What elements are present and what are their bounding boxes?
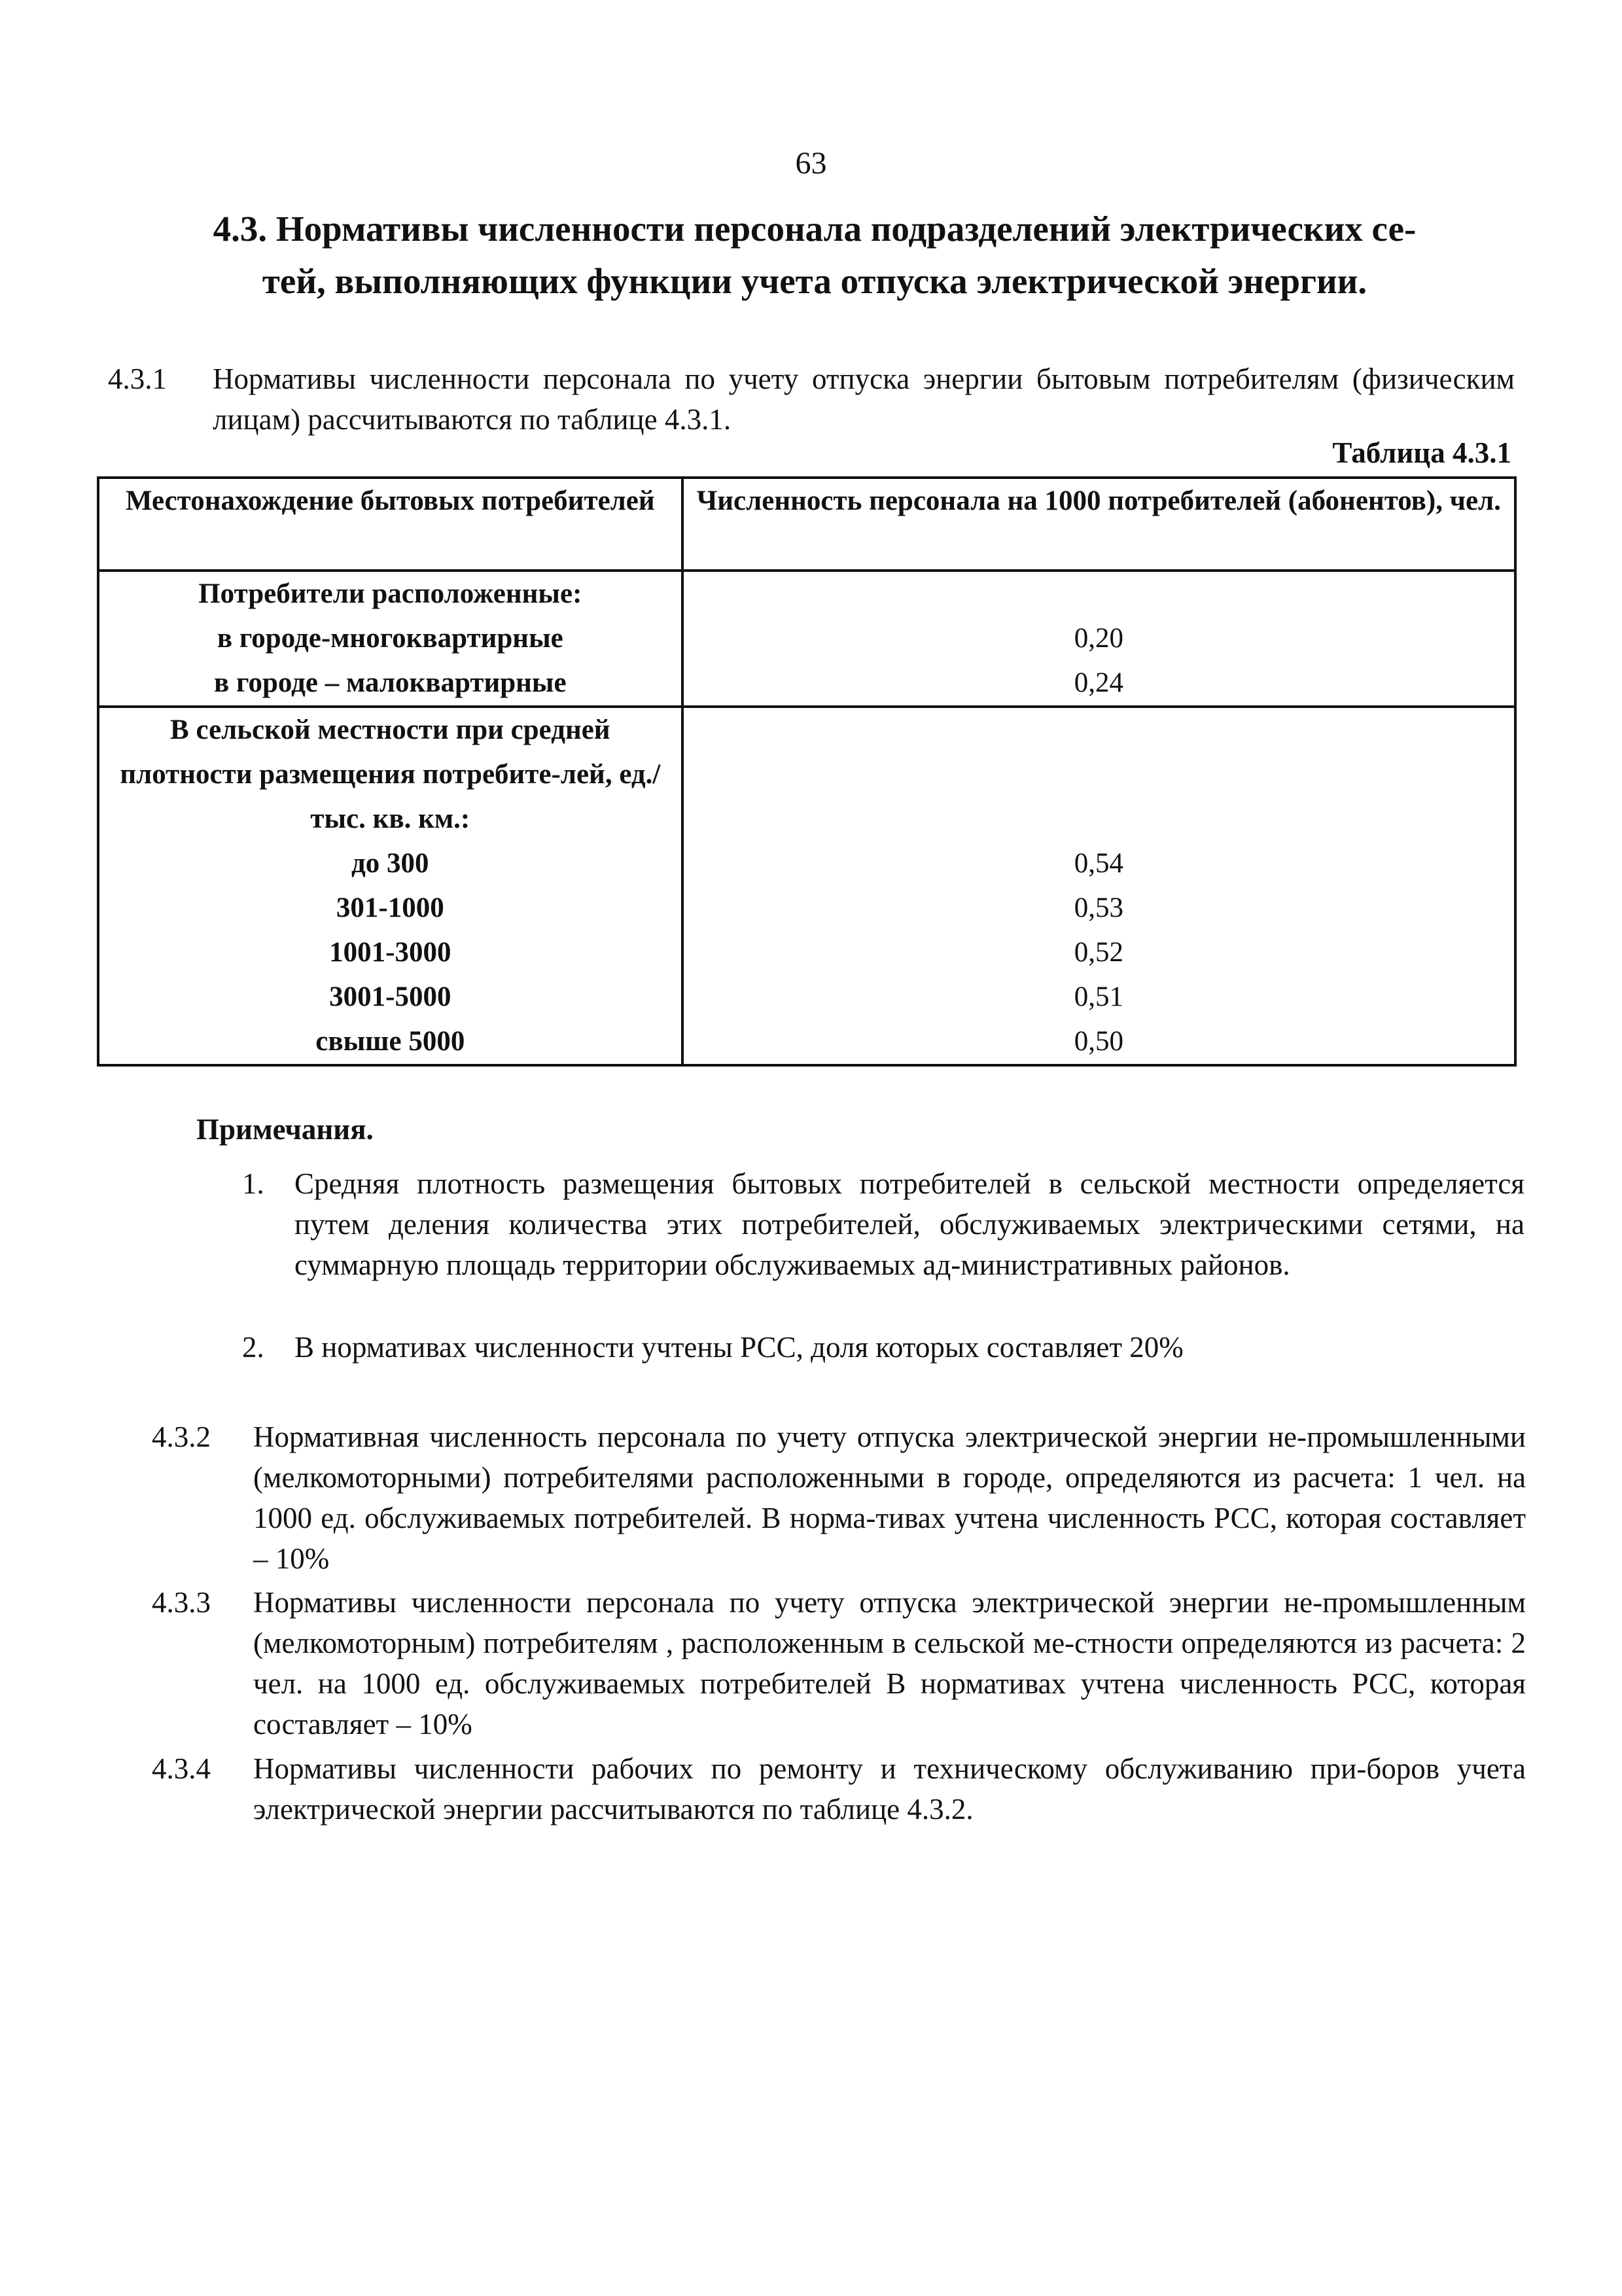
paragraph-text: Нормативы численности персонала по учету отпуска электрической энергии не-промышленным (мелкомоторным) потребителям , расположенным в сельской ме-стности определяются из расчета: 2 чел. на 1000 ед. обслуживаемых потребителей В нормативах учтена численность РСС, которая составляет – 10% — [253, 1586, 1526, 1740]
urban-label: в городе-многоквартирные — [217, 623, 563, 654]
rural-values — [682, 707, 1515, 1065]
table-caption: Таблица 4.3.1 — [1332, 436, 1511, 469]
paragraph-number: 4.3.1 — [108, 362, 167, 395]
rural-heading: В сельской местности при средней плотности размещения потребите-лей, ед./тыс. кв. км.: — [120, 715, 661, 834]
rural-label: 3001-5000 — [329, 981, 451, 1012]
paragraph-text: Нормативная численность персонала по учету отпуска электрической энергии не-промышленными (мелкомоторными) потребителями расположенными в городе, определяются из расчета: 1 чел. на 1000 ед. обслуживаемых потребителей. В норма-тивах учтена численность РСС, которая составляет – 10% — [253, 1421, 1526, 1575]
paragraph-text: Нормативы численности персонала по учету отпуска энергии бытовым потребителям (физическим лицам) рассчитываются по таблице 4.3.1. — [213, 362, 1515, 436]
section-title — [124, 203, 1505, 308]
rural-labels — [98, 707, 682, 1065]
rural-value: 0,53 — [1074, 892, 1123, 923]
note-number: 1. — [242, 1167, 264, 1200]
paragraph-number: 4.3.2 — [152, 1421, 211, 1453]
header-location: Местонахождение бытовых потребителей — [98, 478, 682, 571]
section-title-line-1: 4.3. Нормативы численности персонала подразделений электрических се- — [213, 209, 1417, 249]
note-text: Средняя плотность размещения бытовых потребителей в сельской местности определяется путем деления количества этих потребителей, обслуживаемых электрическими сетями, на суммарную площадь территории обслуживаемых ад-министративных районов. — [294, 1167, 1525, 1281]
staffing-norms-table — [97, 476, 1517, 1067]
header-staff: Численность персонала на 1000 потребителей (абонентов), чел. — [682, 478, 1515, 571]
rural-label: 1001-3000 — [329, 937, 451, 968]
table-header-row — [98, 478, 1515, 571]
urban-label: в городе – малоквартирные — [214, 667, 567, 698]
note-number: 2. — [242, 1331, 264, 1364]
section-title-line-2: тей, выполняющих функции учета отпуска электрической энергии. — [262, 261, 1367, 301]
notes-title: Примечания. — [196, 1113, 374, 1146]
note-text: В нормативах численности учтены РСС, доля которых составляет 20% — [294, 1331, 1184, 1364]
rural-label: свыше 5000 — [315, 1026, 465, 1057]
table-row-rural — [98, 707, 1515, 1065]
rural-value: 0,52 — [1074, 937, 1123, 968]
rural-label: 301-1000 — [336, 892, 444, 923]
urban-value: 0,24 — [1074, 667, 1123, 698]
rural-value: 0,50 — [1074, 1026, 1123, 1057]
urban-values — [682, 571, 1515, 707]
page-number: 63 — [795, 146, 827, 181]
paragraph-number: 4.3.4 — [152, 1752, 211, 1785]
paragraph-number: 4.3.3 — [152, 1586, 211, 1619]
rural-label: до 300 — [351, 848, 429, 879]
table-row-urban — [98, 571, 1515, 707]
rural-value: 0,51 — [1074, 981, 1123, 1012]
rural-value: 0,54 — [1074, 848, 1123, 879]
urban-heading: Потребители расположенные: — [198, 578, 582, 609]
paragraph-text: Нормативы численности рабочих по ремонту и техническому обслуживанию при-боров учета электрической энергии рассчитываются по таблице 4.3.2. — [253, 1752, 1526, 1826]
urban-labels — [98, 571, 682, 707]
urban-value: 0,20 — [1074, 623, 1123, 654]
